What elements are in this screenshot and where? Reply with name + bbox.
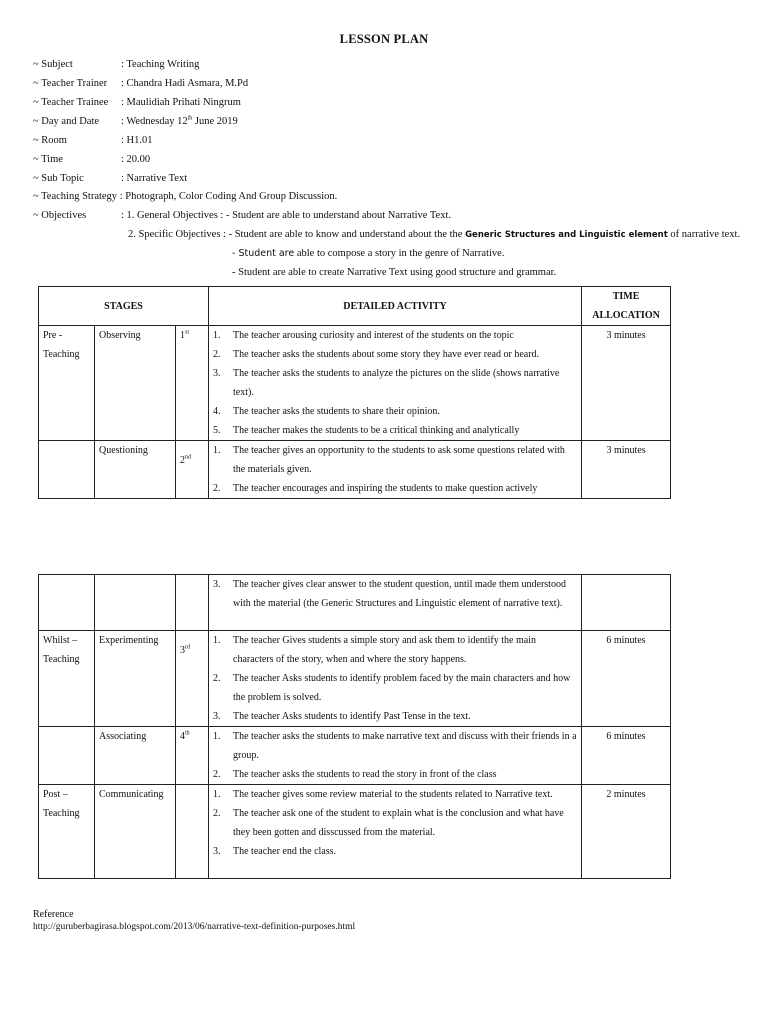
info-value: : 20.00	[121, 154, 151, 165]
stage-cell: Pre - Teaching	[39, 326, 95, 441]
order-cell	[176, 326, 209, 441]
order-suffix: st	[185, 329, 190, 336]
specific-bold: Generic Structures and Linguistic element	[465, 230, 668, 240]
activity-cell	[209, 727, 582, 785]
time-cell: 6 minutes	[582, 631, 671, 727]
table-row	[39, 441, 671, 499]
strategy-value: : Photograph, Color Coding And Group Discussion.	[119, 191, 338, 202]
table-row	[39, 727, 671, 785]
activity-item: 5. The teacher makes the students to be a critical thinking and analytically	[213, 425, 520, 436]
activity-item: 2. The teacher encourages and inspiring the students to make question actively	[213, 483, 538, 494]
order-cell	[176, 441, 209, 499]
info-label: ~ Teacher Trainer	[33, 78, 108, 89]
table-row	[39, 326, 671, 441]
time-cell: 3 minutes	[582, 441, 671, 499]
info-label: ~ Teacher Trainee	[33, 97, 109, 108]
info-value: : Teaching Writing	[121, 59, 200, 70]
info-row	[33, 74, 248, 93]
activity-cell	[209, 631, 582, 727]
strategy-label: ~ Teaching Strategy	[33, 191, 118, 202]
objective-line2-b: able to compose a story in the genre of Narrative.	[294, 248, 505, 259]
order-suffix: th	[185, 730, 190, 737]
activity-item: 3. The teacher gives clear answer to the student question, until made them understood with the material (the Generic Structures and Linguistic element of narrative text).	[213, 579, 566, 609]
activity-item: 2. The teacher asks the students to read the story in front of the class	[213, 769, 497, 780]
order-number: 1	[180, 330, 185, 341]
table-row	[39, 575, 671, 631]
info-row	[33, 112, 238, 131]
activity-cell	[209, 441, 582, 499]
info-row	[33, 150, 150, 169]
teaching-strategy	[33, 187, 337, 206]
order-suffix: nd	[185, 454, 191, 461]
info-row	[33, 93, 241, 112]
order-suffix: rd	[185, 644, 190, 651]
page-title: LESSON PLAN	[339, 32, 429, 46]
substage-cell: Communicating	[95, 785, 176, 879]
info-label: ~ Sub Topic	[33, 173, 84, 184]
activity-list	[209, 727, 581, 784]
activity-table-1	[38, 286, 671, 499]
specific-tail: of narrative text.	[667, 229, 741, 240]
table-row	[39, 631, 671, 727]
order-number: 4	[180, 731, 185, 742]
stage-cell	[39, 727, 95, 785]
reference-label: Reference	[33, 909, 74, 920]
time-cell: 2 minutes	[582, 785, 671, 879]
activity-item: 1. The teacher asks the students to make narrative text and discuss with their friends in a group.	[213, 731, 577, 761]
objectives-label: ~ Objectives	[33, 210, 87, 221]
header-stages: STAGES	[39, 287, 209, 326]
activity-item: 2. The teacher Asks students to identify problem faced by the main characters and how the problem is solved.	[213, 673, 571, 703]
info-row	[33, 169, 187, 188]
order-number: 3	[180, 645, 185, 656]
general-objective: : 1. General Objectives : - Student are able to understand about Narrative Text.	[121, 210, 452, 221]
activity-table-2	[38, 574, 671, 879]
info-label: ~ Room	[33, 135, 67, 146]
info-label: ~ Time	[33, 154, 63, 165]
activity-list	[209, 326, 581, 440]
info-row	[33, 131, 153, 150]
activity-item: 1. The teacher gives an opportunity to the students to ask some questions related with the materials given.	[213, 445, 565, 475]
time-cell: 6 minutes	[582, 727, 671, 785]
order-cell	[176, 727, 209, 785]
stage-cell: Whilst – Teaching	[39, 631, 95, 727]
specific-head: 2. Specific Objectives : - Student are able to know and understand about the the	[128, 229, 466, 240]
info-label: ~ Day and Date	[33, 116, 100, 127]
objectives-general	[33, 206, 451, 225]
activity-item: 1. The teacher Gives students a simple story and ask them to identify the main characters of the story, when and where the story happens.	[213, 635, 536, 665]
activity-item: 1. The teacher gives some review material to the students related to Narrative text.	[213, 789, 553, 800]
activity-item: 4. The teacher asks the students to share their opinion.	[213, 406, 440, 417]
substage-cell: Questioning	[95, 441, 176, 499]
info-value: : Narrative Text	[121, 173, 188, 184]
objective-line-3: - Student are able to create Narrative Text using good structure and grammar.	[232, 267, 557, 278]
substage-cell: Experimenting	[95, 631, 176, 727]
reference-block	[33, 909, 355, 933]
order-cell	[176, 575, 209, 631]
substage-cell: Observing	[95, 326, 176, 441]
header-activity: DETAILED ACTIVITY	[209, 287, 582, 326]
substage-cell	[95, 575, 176, 631]
activity-item: 3. The teacher asks the students to analyze the pictures on the slide (shows narrative text).	[213, 368, 560, 398]
objective-line2-a: - Student are	[232, 248, 295, 259]
order-cell	[176, 785, 209, 879]
activity-list	[209, 575, 581, 613]
header-time: TIME ALLOCATION	[582, 287, 671, 326]
objective-line-2	[232, 244, 504, 263]
activity-list	[209, 785, 581, 861]
stage-cell: Post – Teaching	[39, 785, 95, 879]
activity-cell	[209, 785, 582, 879]
time-cell: 3 minutes	[582, 326, 671, 441]
substage-cell: Associating	[95, 727, 176, 785]
activity-cell	[209, 575, 582, 631]
info-value: : Wednesday 12	[121, 116, 188, 127]
activity-list	[209, 631, 581, 726]
time-cell	[582, 575, 671, 631]
activity-item: 2. The teacher ask one of the student to explain what is the conclusion and what have they been gotten and disscussed from the material.	[213, 808, 564, 838]
objectives-specific	[128, 225, 740, 245]
activity-item: 3. The teacher end the class.	[213, 846, 337, 857]
info-value: : Chandra Hadi Asmara, M.Pd	[121, 78, 249, 89]
info-value: : H1.01	[121, 135, 153, 146]
activity-cell	[209, 326, 582, 441]
info-row	[33, 55, 199, 74]
date-suffix: th	[187, 115, 193, 122]
activity-item: 3. The teacher Asks students to identify Past Tense in the text.	[213, 711, 471, 722]
stage-cell	[39, 441, 95, 499]
activity-item: 1. The teacher arousing curiosity and interest of the students on the topic	[213, 330, 514, 341]
order-number: 2	[180, 455, 185, 466]
reference-url[interactable]: http://guruberbagirasa.blogspot.com/2013/06/narrative-text-definition-purposes.html	[33, 922, 356, 932]
info-label: ~ Subject	[33, 59, 73, 70]
activity-list	[209, 441, 581, 498]
stage-cell	[39, 575, 95, 631]
activity-item: 2. The teacher asks the students about some story they have ever read or heard.	[213, 349, 540, 360]
info-value: June 2019	[192, 116, 238, 127]
order-cell	[176, 631, 209, 727]
info-value: : Maulidiah Prihati Ningrum	[121, 97, 241, 108]
table-row	[39, 785, 671, 879]
